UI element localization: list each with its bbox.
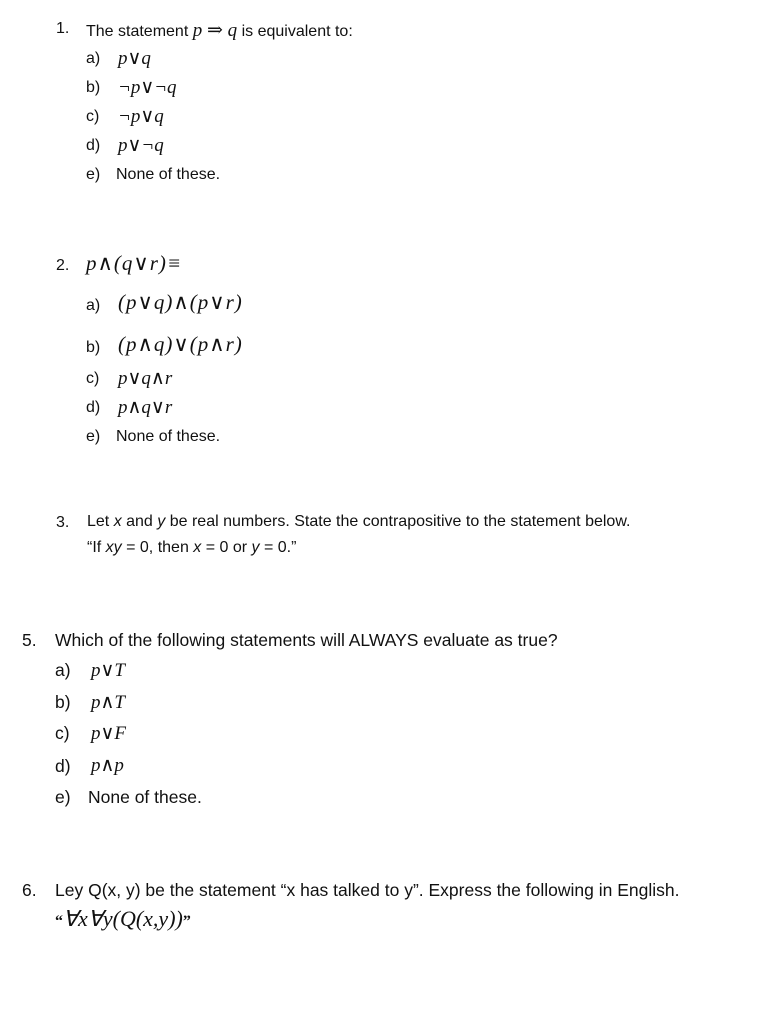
q5-option-a: p∨T bbox=[91, 660, 125, 681]
q2-option-c-label: c) bbox=[86, 370, 100, 387]
question-6-stem: Ley Q(x, y) be the statement “x has talked to y”. Express the following in English. bbox=[55, 880, 680, 900]
question-1-number: 1. bbox=[56, 20, 70, 37]
q2-option-e: None of these. bbox=[116, 428, 221, 445]
question-5-number: 5. bbox=[22, 630, 37, 650]
question-6-formula: “∀x∀y(Q(x,y))” bbox=[55, 906, 191, 931]
question-3-number: 3. bbox=[56, 514, 70, 531]
q2-option-d-label: d) bbox=[86, 399, 101, 416]
q2-option-c: p∨q∧r bbox=[118, 368, 173, 389]
question-6-number: 6. bbox=[22, 880, 37, 900]
q2-option-a-label: a) bbox=[86, 297, 101, 314]
q1-option-a: p∨q bbox=[118, 48, 151, 69]
q1-option-e: None of these. bbox=[116, 166, 221, 183]
question-3-line-2: “If xy = 0, then x = 0 or y = 0.” bbox=[87, 539, 297, 556]
q5-option-a-label: a) bbox=[55, 660, 71, 680]
q5-option-c-label: c) bbox=[55, 723, 70, 743]
question-3-line-1: Let x and y be real numbers. State the contrapositive to the statement below. bbox=[87, 513, 631, 530]
q5-option-b-label: b) bbox=[55, 692, 71, 712]
q1-option-c: ¬p∨q bbox=[118, 106, 164, 127]
q5-option-e-label: e) bbox=[55, 787, 71, 807]
q5-option-b: p∧T bbox=[91, 692, 125, 713]
q1-option-d: p∨¬q bbox=[118, 135, 164, 156]
question-2-stem-math: p∧(q∨r)≡ bbox=[86, 251, 183, 275]
q2-option-a: (p∨q)∧(p∨r) bbox=[118, 290, 243, 314]
question-5-stem: Which of the following statements will ALWAYS evaluate as true? bbox=[55, 630, 558, 650]
q2-option-e-label: e) bbox=[86, 428, 101, 445]
q2-option-b: (p∧q)∨(p∧r) bbox=[118, 332, 243, 356]
q5-option-c: p∨F bbox=[91, 723, 127, 744]
q2-option-d: p∧q∨r bbox=[118, 397, 173, 418]
q1-option-a-label: a) bbox=[86, 50, 101, 67]
q1-option-b: ¬p∨¬q bbox=[118, 77, 177, 98]
q5-option-e: None of these. bbox=[88, 787, 202, 807]
question-1-stem-math: p ⇒ q bbox=[192, 20, 238, 41]
question-2-number: 2. bbox=[56, 257, 70, 274]
q1-option-b-label: b) bbox=[86, 79, 101, 96]
question-1-stem: The statement p ⇒ q is equivalent to: bbox=[86, 20, 353, 41]
q1-option-e-label: e) bbox=[86, 166, 101, 183]
q1-option-c-label: c) bbox=[86, 108, 100, 125]
q1-option-d-label: d) bbox=[86, 137, 101, 154]
q5-option-d-label: d) bbox=[55, 756, 71, 776]
q5-option-d: p∧p bbox=[91, 755, 124, 776]
q2-option-b-label: b) bbox=[86, 339, 101, 356]
